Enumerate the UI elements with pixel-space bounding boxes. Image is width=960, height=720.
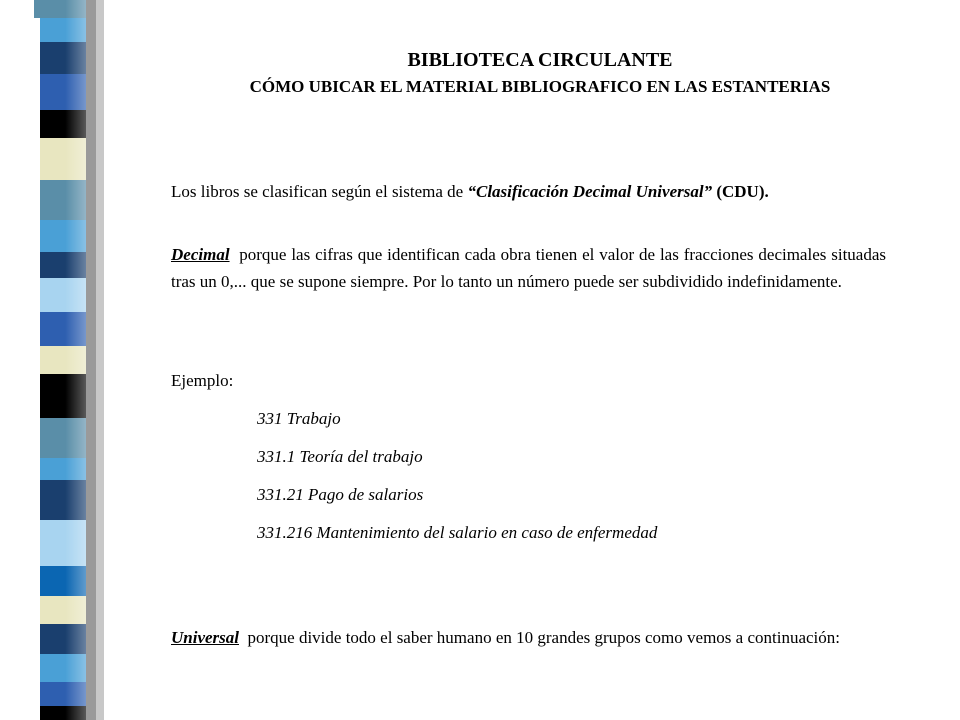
universal-term: Universal — [171, 628, 239, 647]
decimal-term: Decimal — [171, 245, 230, 264]
slide-title: BIBLIOTECA CIRCULANTE — [407, 49, 673, 71]
universal-text: porque divide todo el saber humano en 10 grandes grupos como vemos a continuación: — [239, 628, 840, 647]
example-label: Ejemplo: — [171, 371, 234, 390]
example-item: 331 Trabajo — [257, 409, 341, 428]
system-name: “Clasificación Decimal Universal” — [467, 182, 713, 201]
example-item: 331.216 Mantenimiento del salario en caso de enfermedad — [257, 523, 658, 542]
universal-paragraph — [171, 624, 886, 651]
system-abbreviation: (CDU). — [716, 182, 769, 201]
slide-subtitle: CÓMO UBICAR EL MATERIAL BIBLIOGRAFICO EN LAS ESTANTERIAS — [249, 77, 831, 96]
example-item: 331.21 Pago de salarios — [257, 485, 424, 504]
decimal-paragraph — [171, 241, 891, 295]
example-item: 331.1 Teoría del trabajo — [257, 447, 423, 466]
intro-paragraph — [171, 178, 886, 205]
example-list — [257, 408, 657, 560]
intro-text: Los libros se clasifican según el sistema de — [171, 182, 468, 201]
decimal-text: porque las cifras que identifican cada obra tienen el valor de las fracciones decimales situadas tras un 0,... que se supone siempre. Por lo tanto un número puede ser subdividido indefinidamente. — [171, 245, 891, 291]
